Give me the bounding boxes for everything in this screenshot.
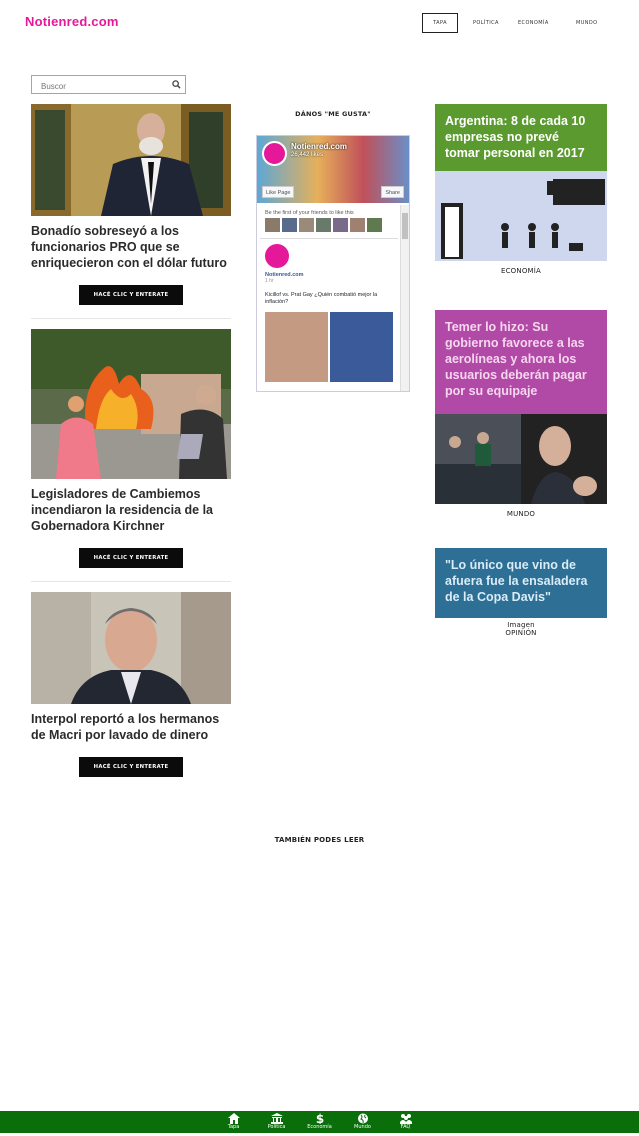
header bbox=[0, 0, 639, 50]
main-nav bbox=[422, 13, 611, 33]
facebook-like-button[interactable] bbox=[262, 186, 294, 198]
friend-thumb[interactable] bbox=[367, 218, 382, 232]
friend-thumb[interactable] bbox=[333, 218, 348, 232]
site-logo[interactable]: Notienred.com bbox=[25, 14, 119, 29]
facebook-section-title: DÁNOS "ME GUSTA" bbox=[295, 110, 371, 118]
home-icon bbox=[228, 1113, 240, 1124]
globe-icon bbox=[357, 1113, 369, 1124]
article-card bbox=[31, 104, 231, 271]
facebook-page-widget[interactable] bbox=[256, 135, 410, 392]
facebook-post bbox=[260, 238, 398, 387]
read-more-button[interactable]: HACÉ CLIC Y ENTERATE bbox=[79, 548, 183, 568]
card-image[interactable] bbox=[435, 171, 607, 261]
friend-thumb[interactable] bbox=[265, 218, 280, 232]
card-image[interactable] bbox=[435, 414, 607, 504]
facebook-post-time[interactable]: 1 hr bbox=[265, 278, 274, 284]
mundo-card[interactable] bbox=[435, 310, 607, 518]
friend-thumb[interactable] bbox=[299, 218, 314, 232]
bottom-nav-faq[interactable] bbox=[384, 1111, 427, 1133]
svg-text:$: $ bbox=[315, 1113, 324, 1124]
article-image[interactable] bbox=[31, 104, 231, 216]
bottom-nav-label: Política bbox=[267, 1124, 286, 1130]
bottom-nav-label: Tapa bbox=[227, 1124, 240, 1130]
article-card bbox=[31, 592, 231, 743]
article-title[interactable]: Interpol reportó a los hermanos de Macri por lavado de dinero bbox=[31, 712, 220, 742]
facebook-likes: 26,442 likes bbox=[291, 152, 324, 158]
bottom-nav-label: Mundo bbox=[354, 1124, 371, 1130]
bottom-nav-economia[interactable] bbox=[298, 1111, 341, 1133]
divider bbox=[31, 318, 231, 319]
facebook-friends-thumbs bbox=[260, 218, 398, 232]
article-image[interactable] bbox=[31, 329, 231, 479]
search-box bbox=[31, 75, 186, 94]
facebook-friends-text: Be the first of your friends to like this bbox=[265, 210, 354, 216]
card-headline[interactable]: "Lo único que vino de afuera fue la ensaladera de la Copa Davis" bbox=[435, 548, 607, 618]
facebook-feed bbox=[260, 205, 398, 391]
facebook-post-avatar[interactable] bbox=[265, 244, 289, 268]
card-headline[interactable]: Temer lo hizo: Su gobierno favorece a las aerolíneas y ahora los usuarios deberán pagar por su equipaje bbox=[435, 310, 607, 414]
bottom-nav-mundo[interactable] bbox=[341, 1111, 384, 1133]
bank-icon bbox=[271, 1113, 283, 1124]
facebook-like-label: Like Page bbox=[266, 190, 291, 196]
search-icon[interactable] bbox=[172, 80, 181, 89]
facebook-post-text: Kicillof vs. Prat Gay ¿Quién combatió mejor la inflación? bbox=[265, 292, 378, 305]
divider bbox=[31, 581, 231, 582]
facebook-scrollbar[interactable] bbox=[400, 205, 409, 391]
search-input[interactable] bbox=[32, 78, 162, 95]
card-category[interactable]: OPINIÓN bbox=[505, 629, 537, 637]
facebook-post-author[interactable]: Notienred.com bbox=[265, 272, 304, 278]
users-icon bbox=[400, 1113, 412, 1124]
bottom-nav-bar bbox=[0, 1111, 639, 1133]
bottom-nav-label: Economía bbox=[307, 1124, 332, 1130]
friend-thumb[interactable] bbox=[350, 218, 365, 232]
facebook-avatar[interactable] bbox=[262, 141, 287, 166]
card-headline[interactable]: Argentina: 8 de cada 10 empresas no prevé tomar personal en 2017 bbox=[435, 104, 607, 171]
article-image[interactable] bbox=[31, 592, 231, 704]
dollar-icon bbox=[314, 1113, 326, 1124]
article-title[interactable]: Legisladores de Cambiemos incendiaron la residencia de la Gobernadora Kirchner bbox=[31, 487, 214, 533]
facebook-share-button[interactable] bbox=[381, 186, 404, 198]
read-more-button[interactable]: HACÉ CLIC Y ENTERATE bbox=[79, 757, 183, 777]
facebook-cover[interactable] bbox=[257, 136, 409, 203]
nav-economia[interactable]: ECONOMÍA bbox=[518, 20, 549, 26]
economia-card[interactable] bbox=[435, 104, 607, 275]
read-more-button[interactable]: HACÉ CLIC Y ENTERATE bbox=[79, 285, 183, 305]
bottom-nav-label: FAQ bbox=[400, 1124, 411, 1130]
friend-thumb[interactable] bbox=[316, 218, 331, 232]
nav-politica[interactable]: POLÍTICA bbox=[473, 20, 499, 26]
facebook-post-image[interactable] bbox=[265, 312, 393, 382]
card-image-alt: Imagen bbox=[507, 621, 535, 629]
nav-tapa[interactable]: TAPA bbox=[422, 13, 458, 33]
article-card bbox=[31, 329, 231, 534]
bottom-nav-tapa[interactable] bbox=[212, 1111, 255, 1133]
opinion-card[interactable] bbox=[435, 548, 607, 637]
bottom-nav-politica[interactable] bbox=[255, 1111, 298, 1133]
article-title[interactable]: Bonadío sobreseyó a los funcionarios PRO que se enriquecieron con el dólar futuro bbox=[31, 224, 227, 270]
nav-mundo[interactable]: MUNDO bbox=[576, 20, 598, 26]
friend-thumb[interactable] bbox=[282, 218, 297, 232]
facebook-share-label: Share bbox=[385, 190, 400, 196]
card-category[interactable]: MUNDO bbox=[506, 510, 536, 518]
facebook-page-name[interactable]: Notienred.com bbox=[291, 142, 348, 151]
scrollbar-thumb[interactable] bbox=[402, 213, 408, 239]
also-read-title: TAMBIÉN PODES LEER bbox=[274, 836, 365, 844]
card-category[interactable]: ECONOMÍA bbox=[500, 267, 542, 275]
